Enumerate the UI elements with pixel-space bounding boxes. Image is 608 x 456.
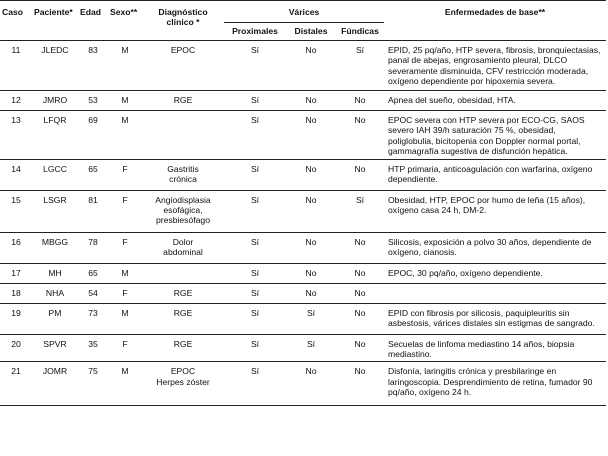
cell-proximales: Sí xyxy=(250,236,260,247)
diagnostico-line: presbiesófago xyxy=(156,215,210,226)
cell-paciente: JMRO xyxy=(42,95,68,105)
cell-edad: 75 xyxy=(88,366,98,377)
header-diagnostico-line2: clínico * xyxy=(166,17,200,28)
cell-sexo: M xyxy=(121,307,129,318)
table-row xyxy=(0,111,606,160)
cell-fundicas: No xyxy=(354,366,366,377)
cell-edad: 65 xyxy=(88,267,98,278)
cell-paciente: LFQR xyxy=(43,115,67,125)
cell-proximales: Sí xyxy=(250,267,260,278)
cell-diagnostico xyxy=(142,232,224,263)
table-row xyxy=(0,41,606,91)
cell-proximales: Sí xyxy=(250,95,260,105)
cell-proximales: Sí xyxy=(250,307,260,318)
cell-caso: 21 xyxy=(11,366,21,377)
cell-fundicas: No xyxy=(354,267,366,278)
table-row xyxy=(0,334,606,362)
cell-caso: 13 xyxy=(11,115,21,125)
cell-edad: 65 xyxy=(88,163,98,174)
cell-caso: 14 xyxy=(11,163,21,174)
cell-edad: 78 xyxy=(88,236,98,247)
cell-caso: 18 xyxy=(11,287,21,298)
cell-sexo: F xyxy=(122,338,128,349)
cell-distales: No xyxy=(305,163,317,174)
cell-fundicas: Sí xyxy=(355,194,365,205)
cell-enfermedades: EPOC severa con HTP severa por ECO-CG, SAOS severo IAH 39/h saturación 75 %, obesidad, poliglobulia, bicitopenia con Doppler normal portal, gammagrafía sugestiva de disfunción hepática. xyxy=(388,115,585,157)
cell-diagnostico xyxy=(142,263,224,283)
diagnostico-line: Herpes zóster xyxy=(156,376,210,387)
cell-edad: 54 xyxy=(88,287,98,298)
cell-sexo: M xyxy=(121,366,129,377)
table-row xyxy=(0,232,606,263)
cell-sexo: F xyxy=(122,163,128,174)
cell-fundicas: No xyxy=(354,236,366,247)
cell-distales: No xyxy=(305,115,317,125)
cell-distales: No xyxy=(305,236,317,247)
table-body xyxy=(0,41,606,406)
cell-enfermedades: Obesidad, HTP, EPOC por humo de leña (15 años), oxígeno casa 24 h, DM-2. xyxy=(388,194,586,216)
diagnostico-line: RGE xyxy=(173,95,193,105)
table-row xyxy=(0,283,606,303)
cell-enfermedades: EPID, 25 pq/año, HTP severa, fibrosis, bronquiectasias, panal de abejas, engrosamiento pleural, DLCO severamente disminuida, CFV restricción moderada, oxígeno dependiente por hipoxemia severa. xyxy=(388,45,601,87)
cell-edad: 53 xyxy=(88,95,98,105)
diagnostico-line: Angiodisplasia xyxy=(155,194,211,205)
diagnostico-line: RGE xyxy=(173,307,193,318)
header-proximales: Proximales xyxy=(232,26,278,37)
header-enfermedades: Enfermedades de base** xyxy=(444,7,546,17)
cell-diagnostico xyxy=(142,283,224,303)
cell-distales: Sí xyxy=(306,338,316,349)
cell-edad: 69 xyxy=(88,115,98,125)
cell-proximales: Sí xyxy=(250,338,260,349)
table-row xyxy=(0,362,606,406)
cell-caso: 19 xyxy=(11,307,21,318)
table-row xyxy=(0,303,606,334)
diagnostico-line: Dolor xyxy=(172,236,194,247)
cell-sexo: F xyxy=(122,194,128,205)
cell-sexo: M xyxy=(121,45,129,55)
header-distales: Distales xyxy=(294,26,328,37)
cell-diagnostico xyxy=(142,334,224,362)
cell-caso: 15 xyxy=(11,194,21,205)
cell-caso: 16 xyxy=(11,236,21,247)
cell-paciente: PM xyxy=(48,307,62,318)
diagnostico-line: EPOC xyxy=(170,45,196,55)
table-header xyxy=(0,1,606,41)
table-row xyxy=(0,190,606,232)
header-fundicas: Fúndicas xyxy=(341,26,379,37)
cell-sexo: M xyxy=(121,267,129,278)
cell-fundicas: No xyxy=(354,338,366,349)
cell-fundicas: No xyxy=(354,95,366,105)
cell-paciente: JOMR xyxy=(42,366,68,377)
cell-distales: Sí xyxy=(306,307,316,318)
cell-proximales: Sí xyxy=(250,287,260,298)
cell-edad: 35 xyxy=(88,338,98,349)
cell-distales: No xyxy=(305,287,317,298)
cell-distales: No xyxy=(305,95,317,105)
cell-paciente: JLEDC xyxy=(41,45,69,55)
cell-fundicas: No xyxy=(354,115,366,125)
diagnostico-line: abdominal xyxy=(163,247,203,258)
table-row xyxy=(0,91,606,111)
cell-proximales: Sí xyxy=(250,194,260,205)
cell-diagnostico xyxy=(142,111,224,160)
cell-edad: 73 xyxy=(88,307,98,318)
cell-diagnostico xyxy=(142,91,224,111)
header-caso: Caso xyxy=(2,7,24,17)
cell-diagnostico xyxy=(142,303,224,334)
cell-enfermedades: HTP primaria, anticoagulación con warfarina, oxígeno dependiente. xyxy=(388,163,593,185)
header-sexo: Sexo** xyxy=(110,7,138,17)
header-varices: Várices xyxy=(224,1,384,23)
cell-proximales: Sí xyxy=(250,115,260,125)
cell-enfermedades: Apnea del sueño, obesidad, HTA. xyxy=(388,95,516,105)
diagnostico-line: esofágica, xyxy=(163,205,203,216)
header-edad: Edad xyxy=(80,7,102,17)
cell-diagnostico xyxy=(142,41,224,91)
header-diagnostico xyxy=(142,1,224,41)
cell-fundicas: No xyxy=(354,163,366,174)
cell-fundicas: Sí xyxy=(355,45,365,55)
cell-edad: 81 xyxy=(88,194,98,205)
header-diagnostico-line1: Diagnóstico xyxy=(158,7,208,17)
diagnostico-line: crónica xyxy=(169,174,197,185)
cell-enfermedades: Disfonía, laringitis crónica y presbilaringe en laringoscopia. Desprendimiento de retina, fumador 90 pq/año, oxígeno 24 h. xyxy=(388,366,593,398)
cell-distales: No xyxy=(305,45,317,55)
table-row xyxy=(0,263,606,283)
cell-distales: No xyxy=(305,366,317,377)
cell-enfermedades: EPID con fibrosis por silicosis, paquipleuritis sin asbestosis, várices distales sin estigmas de sangrado. xyxy=(388,307,595,329)
cell-paciente: LSGR xyxy=(43,194,67,205)
cell-sexo: F xyxy=(122,236,128,247)
cell-diagnostico xyxy=(142,159,224,190)
cell-fundicas: No xyxy=(354,307,366,318)
header-paciente: Paciente* xyxy=(34,7,73,17)
diagnostico-line: RGE xyxy=(173,287,193,298)
diagnostico-line: Gastritis xyxy=(167,163,199,174)
cell-enfermedades: Silicosis, exposición a polvo 30 años, dependiente de oxígeno, cianosis. xyxy=(388,236,592,258)
cell-paciente: LGCC xyxy=(43,163,67,174)
cell-sexo: M xyxy=(121,115,129,125)
cell-distales: No xyxy=(305,267,317,278)
cell-enfermedades: EPOC, 30 pq/año, oxígeno dependiente. xyxy=(388,267,543,278)
cell-fundicas: No xyxy=(354,287,366,298)
cell-enfermedades xyxy=(384,283,606,303)
diagnostico-line: EPOC xyxy=(170,366,196,377)
table-row xyxy=(0,159,606,190)
cell-caso: 17 xyxy=(11,267,21,278)
cell-paciente: MBGG xyxy=(41,236,69,247)
diagnostico-line: RGE xyxy=(173,338,193,349)
cell-diagnostico xyxy=(142,362,224,406)
cell-proximales: Sí xyxy=(250,366,260,377)
cell-enfermedades: Secuelas de linfoma mediastino 14 años, biopsia mediastino. xyxy=(388,338,575,360)
cell-paciente: MH xyxy=(48,267,62,278)
cell-edad: 83 xyxy=(88,45,98,55)
cell-proximales: Sí xyxy=(250,45,260,55)
cell-caso: 20 xyxy=(11,338,21,349)
cell-caso: 12 xyxy=(11,95,21,105)
cell-proximales: Sí xyxy=(250,163,260,174)
cell-distales: No xyxy=(305,194,317,205)
cell-paciente: NHA xyxy=(45,287,65,298)
cell-paciente: SPVR xyxy=(43,338,67,349)
cell-caso: 11 xyxy=(11,45,21,55)
cell-sexo: M xyxy=(121,95,129,105)
cell-diagnostico xyxy=(142,190,224,232)
cell-sexo: F xyxy=(122,287,128,298)
